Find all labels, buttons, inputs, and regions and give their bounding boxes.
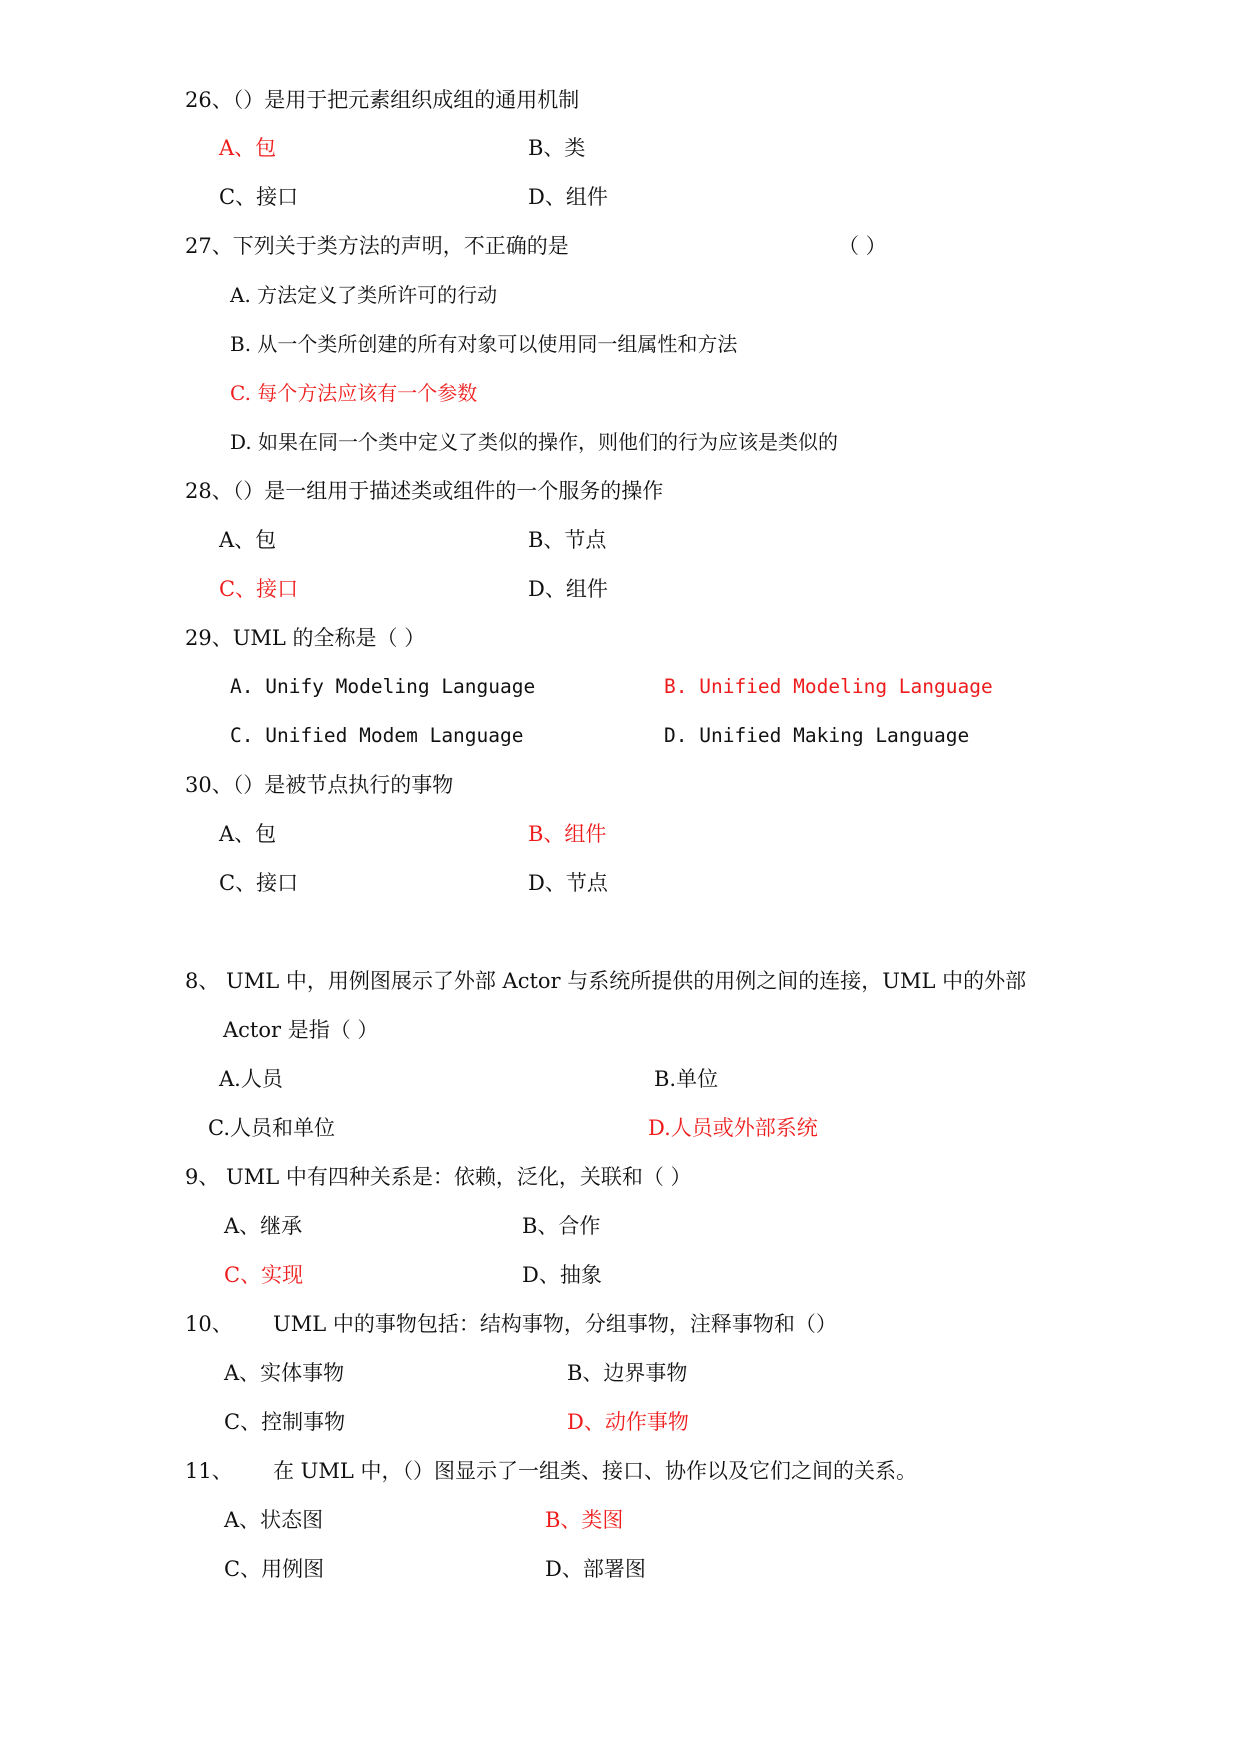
q27-option-d: D. 如果在同一个类中定义了类似的操作，则他们的行为应该是类似的 [230,430,839,454]
q10-option-b: B、边界事物 [567,1361,688,1385]
question-11-number: 11、 [185,1459,233,1483]
q29-option-a: A. Unify Modeling Language [230,675,536,698]
q30-option-c: C、接口 [219,871,299,895]
q8-option-a: A.人员 [219,1067,283,1091]
q8-option-d: D.人员或外部系统 [648,1116,818,1140]
question-26-text: 26、（）是用于把元素组织成组的通用机制 [185,88,580,112]
question-10-text: UML 中的事物包括：结构事物，分组事物，注释事物和（） [273,1312,837,1336]
q30-option-d: D、节点 [528,871,608,895]
question-11-text: 在 UML 中，（）图显示了一组类、接口、协作以及它们之间的关系。 [273,1459,917,1483]
q11-option-d: D、部署图 [545,1557,646,1581]
q26-option-a: A、包 [219,136,277,160]
q30-option-a: A、包 [219,822,277,846]
q9-option-c: C、实现 [224,1263,304,1287]
question-8-text-line1: 8、 UML 中，用例图展示了外部 Actor 与系统所提供的用例之间的连接，UML 中的外部 [185,969,1027,993]
q29-option-b: B. Unified Modeling Language [664,675,993,698]
q11-option-b: B、类图 [545,1508,624,1532]
q9-option-a: A、继承 [224,1214,303,1238]
q27-option-c: C. 每个方法应该有一个参数 [230,381,478,405]
q10-option-d: D、动作事物 [567,1410,689,1434]
q28-option-b: B、节点 [528,528,607,552]
question-9-text: 9、 UML 中有四种关系是：依赖，泛化，关联和（ ） [185,1165,692,1189]
question-29-text: 29、UML 的全称是（ ） [185,626,426,650]
q8-option-c: C.人员和单位 [208,1116,335,1140]
q27-answer-paren: （ ） [838,234,887,258]
q26-option-b: B、类 [528,136,586,160]
q29-option-c: C. Unified Modem Language [230,724,524,747]
question-27-text: 27、下列关于类方法的声明，不正确的是 [185,234,569,258]
q11-option-a: A、状态图 [224,1508,324,1532]
q8-option-b: B.单位 [654,1067,719,1091]
question-8-text-line2: Actor 是指（ ） [223,1018,379,1042]
q27-option-b: B. 从一个类所创建的所有对象可以使用同一组属性和方法 [230,332,738,356]
question-28-text: 28、（）是一组用于描述类或组件的一个服务的操作 [185,479,664,503]
q30-option-b: B、组件 [528,822,607,846]
q9-option-d: D、抽象 [522,1263,602,1287]
q28-option-a: A、包 [219,528,277,552]
question-10-number: 10、 [185,1312,233,1336]
q10-option-a: A、实体事物 [224,1361,345,1385]
q11-option-c: C、用例图 [224,1557,325,1581]
q10-option-c: C、控制事物 [224,1410,346,1434]
q29-option-d: D. Unified Making Language [664,724,970,747]
q28-option-c: C、接口 [219,577,299,601]
q26-option-d: D、组件 [528,185,608,209]
q9-option-b: B、合作 [522,1214,601,1238]
question-30-text: 30、（）是被节点执行的事物 [185,773,454,797]
q28-option-d: D、组件 [528,577,608,601]
q26-option-c: C、接口 [219,185,299,209]
q27-option-a: A. 方法定义了类所许可的行动 [230,283,498,307]
